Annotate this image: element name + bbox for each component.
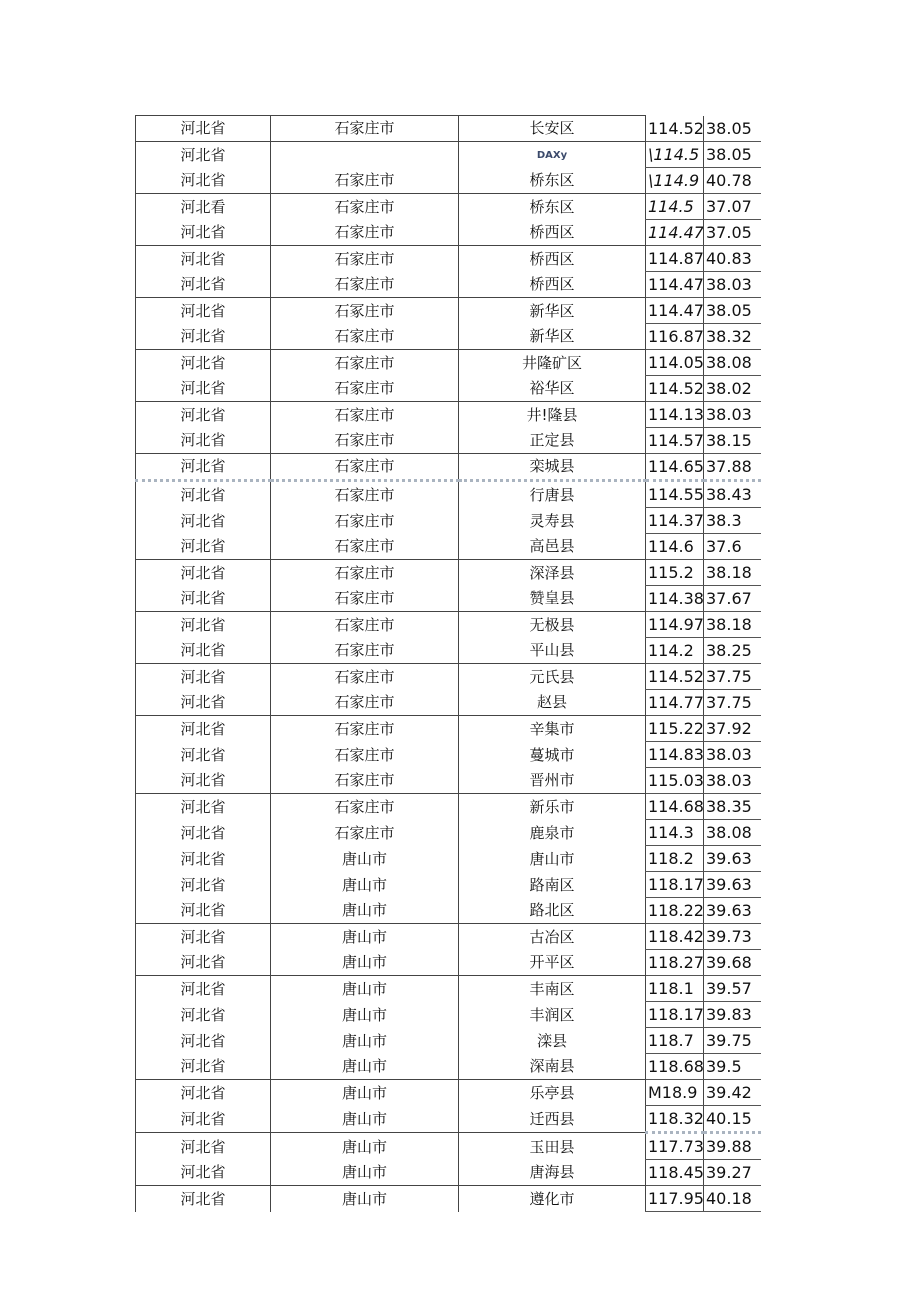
province-cell: 河北省 (136, 664, 271, 690)
latitude-cell: 38.08 (704, 820, 761, 846)
table-row (136, 1106, 761, 1133)
table-row (136, 1133, 761, 1160)
district-cell: 新华区 (459, 324, 646, 350)
province-cell: 河北省 (136, 1054, 271, 1080)
district-cell: 丰润区 (459, 1002, 646, 1028)
city-cell: 石家庄市 (271, 560, 459, 586)
city-cell: 石家庄市 (271, 768, 459, 794)
province-cell: 河北省 (136, 168, 271, 194)
city-cell: 石家庄市 (271, 116, 459, 142)
city-cell: 石家庄市 (271, 794, 459, 820)
table-row (136, 454, 761, 481)
city-cell: 石家庄市 (271, 402, 459, 428)
table-row (136, 1028, 761, 1054)
latitude-cell: 38.05 (704, 298, 761, 324)
table-row (136, 1054, 761, 1080)
district-cell: 裕华区 (459, 376, 646, 402)
longitude-cell: 118.45 (646, 1160, 704, 1186)
table-row (136, 298, 761, 324)
city-cell: 唐山市 (271, 1160, 459, 1186)
district-cell: 灵寿县 (459, 508, 646, 534)
latitude-cell: 40.83 (704, 246, 761, 272)
district-cell: 栾城县 (459, 454, 646, 481)
latitude-cell: 37.75 (704, 690, 761, 716)
longitude-cell: 116.87 (646, 324, 704, 350)
latitude-cell: 39.88 (704, 1133, 761, 1160)
table-row (136, 428, 761, 454)
district-cell: 赞皇县 (459, 586, 646, 612)
district-cell: 深南县 (459, 1054, 646, 1080)
latitude-cell: 38.3 (704, 508, 761, 534)
district-cell: 鹿泉市 (459, 820, 646, 846)
province-cell: 河北省 (136, 272, 271, 298)
province-cell: 河北省 (136, 872, 271, 898)
table-row (136, 168, 761, 194)
latitude-cell: 38.03 (704, 768, 761, 794)
table-row (136, 272, 761, 298)
district-cell: 行唐县 (459, 481, 646, 508)
province-cell: 河北省 (136, 508, 271, 534)
city-cell: 石家庄市 (271, 376, 459, 402)
province-cell: 河北省 (136, 1080, 271, 1106)
latitude-cell: 38.03 (704, 272, 761, 298)
city-cell: 石家庄市 (271, 690, 459, 716)
longitude-cell: 118.68 (646, 1054, 704, 1080)
city-cell: 石家庄市 (271, 220, 459, 246)
province-cell: 河北看 (136, 194, 271, 220)
city-cell: 石家庄市 (271, 586, 459, 612)
district-cell: 遵化市 (459, 1186, 646, 1212)
city-cell: 石家庄市 (271, 168, 459, 194)
city-cell: 石家庄市 (271, 246, 459, 272)
city-cell: 石家庄市 (271, 820, 459, 846)
city-cell: 唐山市 (271, 898, 459, 924)
table-row (136, 794, 761, 820)
longitude-cell: 114.57 (646, 428, 704, 454)
city-cell: 唐山市 (271, 950, 459, 976)
longitude-cell: 114.65 (646, 454, 704, 481)
table-row (136, 1080, 761, 1106)
province-cell: 河北省 (136, 116, 271, 142)
district-cell: 平山县 (459, 638, 646, 664)
longitude-cell: 118.17 (646, 1002, 704, 1028)
province-cell: 河北省 (136, 428, 271, 454)
table-row (136, 350, 761, 376)
district-cell: 桥东区 (459, 168, 646, 194)
latitude-cell: 38.18 (704, 612, 761, 638)
city-cell: 唐山市 (271, 846, 459, 872)
city-cell: 唐山市 (271, 924, 459, 950)
city-cell: 唐山市 (271, 1186, 459, 1212)
city-cell: 石家庄市 (271, 324, 459, 350)
longitude-cell: M18.9 (646, 1080, 704, 1106)
city-cell: 石家庄市 (271, 664, 459, 690)
table-row (136, 846, 761, 872)
longitude-cell: 114.77 (646, 690, 704, 716)
province-cell: 河北省 (136, 1160, 271, 1186)
longitude-cell: 114.47 (646, 272, 704, 298)
city-cell: 石家庄市 (271, 194, 459, 220)
longitude-cell: 114.52 (646, 376, 704, 402)
city-cell: 石家庄市 (271, 428, 459, 454)
longitude-cell: 118.42 (646, 924, 704, 950)
latitude-cell: 37.07 (704, 194, 761, 220)
table-row (136, 1186, 761, 1212)
latitude-cell: 38.18 (704, 560, 761, 586)
city-cell: 石家庄市 (271, 350, 459, 376)
district-cell: 元氏县 (459, 664, 646, 690)
province-cell: 河北省 (136, 820, 271, 846)
district-cell: 古冶区 (459, 924, 646, 950)
city-cell: 石家庄市 (271, 716, 459, 742)
city-cell: 唐山市 (271, 976, 459, 1002)
latitude-cell: 37.05 (704, 220, 761, 246)
city-cell: 唐山市 (271, 1106, 459, 1133)
province-cell: 河北省 (136, 220, 271, 246)
latitude-cell: 38.03 (704, 742, 761, 768)
table-row (136, 402, 761, 428)
province-cell: 河北省 (136, 586, 271, 612)
district-cell: 路南区 (459, 872, 646, 898)
latitude-cell: 38.05 (704, 142, 761, 168)
latitude-cell: 39.27 (704, 1160, 761, 1186)
latitude-cell: 37.75 (704, 664, 761, 690)
longitude-cell: 117.73 (646, 1133, 704, 1160)
table-row (136, 976, 761, 1002)
city-cell: 石家庄市 (271, 742, 459, 768)
province-cell: 河北省 (136, 376, 271, 402)
longitude-cell: 114.38 (646, 586, 704, 612)
latitude-cell: 38.35 (704, 794, 761, 820)
longitude-cell: 114.52 (646, 664, 704, 690)
latitude-cell: 39.42 (704, 1080, 761, 1106)
table-row (136, 716, 761, 742)
province-cell: 河北省 (136, 950, 271, 976)
table-row (136, 324, 761, 350)
region-coordinates-table (135, 115, 761, 1212)
longitude-cell: 118.1 (646, 976, 704, 1002)
province-cell: 河北省 (136, 324, 271, 350)
district-cell: 唐海县 (459, 1160, 646, 1186)
district-cell: 玉田县 (459, 1133, 646, 1160)
latitude-cell: 39.63 (704, 872, 761, 898)
table-row (136, 924, 761, 950)
province-cell: 河北省 (136, 768, 271, 794)
city-cell: 石家庄市 (271, 638, 459, 664)
district-cell: 蔓城市 (459, 742, 646, 768)
province-cell: 河北省 (136, 298, 271, 324)
table-row (136, 872, 761, 898)
province-cell: 河北省 (136, 690, 271, 716)
table-row (136, 194, 761, 220)
longitude-cell: 118.17 (646, 872, 704, 898)
latitude-cell: 39.73 (704, 924, 761, 950)
latitude-cell: 39.83 (704, 1002, 761, 1028)
table-row (136, 690, 761, 716)
longitude-cell: 114.83 (646, 742, 704, 768)
table-row (136, 820, 761, 846)
district-cell: 长安区 (459, 116, 646, 142)
latitude-cell: 40.18 (704, 1186, 761, 1212)
province-cell: 河北省 (136, 534, 271, 560)
latitude-cell: 37.88 (704, 454, 761, 481)
latitude-cell: 39.63 (704, 898, 761, 924)
longitude-cell: 118.27 (646, 950, 704, 976)
longitude-cell: 115.2 (646, 560, 704, 586)
latitude-cell: 40.15 (704, 1106, 761, 1133)
table-body (136, 116, 761, 1212)
table-row (136, 664, 761, 690)
district-cell: 晋州市 (459, 768, 646, 794)
longitude-cell: 114.47 (646, 298, 704, 324)
province-cell: 河北省 (136, 1186, 271, 1212)
table-row (136, 116, 761, 142)
province-cell: 河北省 (136, 1002, 271, 1028)
latitude-cell: 39.5 (704, 1054, 761, 1080)
table-row (136, 586, 761, 612)
longitude-cell: 114.5 (646, 194, 704, 220)
longitude-cell: 114.2 (646, 638, 704, 664)
province-cell: 河北省 (136, 898, 271, 924)
longitude-cell: 115.22 (646, 716, 704, 742)
city-cell (271, 142, 459, 168)
latitude-cell: 39.57 (704, 976, 761, 1002)
district-cell: 开平区 (459, 950, 646, 976)
city-cell: 石家庄市 (271, 534, 459, 560)
table-row (136, 142, 761, 168)
longitude-cell: 114.05 (646, 350, 704, 376)
city-cell: 唐山市 (271, 1002, 459, 1028)
latitude-cell: 38.32 (704, 324, 761, 350)
district-cell: DAXy (459, 142, 646, 168)
province-cell: 河北省 (136, 481, 271, 508)
latitude-cell: 37.92 (704, 716, 761, 742)
province-cell: 河北省 (136, 1133, 271, 1160)
district-cell: 丰南区 (459, 976, 646, 1002)
city-cell: 唐山市 (271, 1080, 459, 1106)
longitude-cell: 114.37 (646, 508, 704, 534)
latitude-cell: 39.68 (704, 950, 761, 976)
longitude-cell: 114.55 (646, 481, 704, 508)
city-cell: 石家庄市 (271, 481, 459, 508)
table-row (136, 560, 761, 586)
city-cell: 唐山市 (271, 1028, 459, 1054)
table-row (136, 376, 761, 402)
longitude-cell: 118.7 (646, 1028, 704, 1054)
city-cell: 唐山市 (271, 1054, 459, 1080)
longitude-cell: 114.3 (646, 820, 704, 846)
district-cell: 滦县 (459, 1028, 646, 1054)
district-cell: 新乐市 (459, 794, 646, 820)
city-cell: 唐山市 (271, 1133, 459, 1160)
latitude-cell: 37.67 (704, 586, 761, 612)
latitude-cell: 39.63 (704, 846, 761, 872)
longitude-cell: 114.87 (646, 246, 704, 272)
district-cell: 新华区 (459, 298, 646, 324)
longitude-cell: 114.52 (646, 116, 704, 142)
province-cell: 河北省 (136, 1028, 271, 1054)
latitude-cell: 38.03 (704, 402, 761, 428)
province-cell: 河北省 (136, 612, 271, 638)
latitude-cell: 38.02 (704, 376, 761, 402)
longitude-cell: 115.03 (646, 768, 704, 794)
table-row (136, 742, 761, 768)
province-cell: 河北省 (136, 142, 271, 168)
province-cell: 河北省 (136, 454, 271, 481)
city-cell: 石家庄市 (271, 612, 459, 638)
longitude-cell: 114.47 (646, 220, 704, 246)
district-cell: 辛集市 (459, 716, 646, 742)
table-row (136, 612, 761, 638)
district-cell: 桥西区 (459, 220, 646, 246)
latitude-cell: 40.78 (704, 168, 761, 194)
latitude-cell: 38.08 (704, 350, 761, 376)
district-cell: 唐山市 (459, 846, 646, 872)
longitude-cell: 118.2 (646, 846, 704, 872)
province-cell: 河北省 (136, 976, 271, 1002)
district-cell: 正定县 (459, 428, 646, 454)
longitude-cell: 114.68 (646, 794, 704, 820)
city-cell: 石家庄市 (271, 508, 459, 534)
table-row (136, 220, 761, 246)
province-cell: 河北省 (136, 246, 271, 272)
district-cell: 迁西县 (459, 1106, 646, 1133)
longitude-cell: \114.9 (646, 168, 704, 194)
district-cell: 深泽县 (459, 560, 646, 586)
table-row (136, 950, 761, 976)
table-row (136, 534, 761, 560)
province-cell: 河北省 (136, 350, 271, 376)
table-row (136, 1160, 761, 1186)
city-cell: 唐山市 (271, 872, 459, 898)
longitude-cell: 118.32 (646, 1106, 704, 1133)
district-cell: 井!隆县 (459, 402, 646, 428)
table-row (136, 898, 761, 924)
city-cell: 石家庄市 (271, 272, 459, 298)
province-cell: 河北省 (136, 716, 271, 742)
district-cell: 赵县 (459, 690, 646, 716)
province-cell: 河北省 (136, 638, 271, 664)
latitude-cell: 39.75 (704, 1028, 761, 1054)
province-cell: 河北省 (136, 1106, 271, 1133)
province-cell: 河北省 (136, 402, 271, 428)
district-cell: 无极县 (459, 612, 646, 638)
district-cell: 乐亭县 (459, 1080, 646, 1106)
province-cell: 河北省 (136, 742, 271, 768)
table-row (136, 508, 761, 534)
table-row (136, 638, 761, 664)
province-cell: 河北省 (136, 924, 271, 950)
table-row (136, 246, 761, 272)
region-coordinates-sheet (135, 115, 760, 1212)
district-cell: 桥西区 (459, 272, 646, 298)
latitude-cell: 37.6 (704, 534, 761, 560)
longitude-cell: \114.5 (646, 142, 704, 168)
city-cell: 石家庄市 (271, 454, 459, 481)
district-cell: 高邑县 (459, 534, 646, 560)
district-cell: 桥东区 (459, 194, 646, 220)
table-row (136, 768, 761, 794)
province-cell: 河北省 (136, 846, 271, 872)
table-row (136, 481, 761, 508)
district-cell: 井隆矿区 (459, 350, 646, 376)
latitude-cell: 38.05 (704, 116, 761, 142)
district-cell: 路北区 (459, 898, 646, 924)
longitude-cell: 114.13 (646, 402, 704, 428)
longitude-cell: 114.6 (646, 534, 704, 560)
city-cell: 石冢庄市 (271, 298, 459, 324)
latitude-cell: 38.15 (704, 428, 761, 454)
latitude-cell: 38.43 (704, 481, 761, 508)
longitude-cell: 117.95 (646, 1186, 704, 1212)
longitude-cell: 114.97 (646, 612, 704, 638)
latitude-cell: 38.25 (704, 638, 761, 664)
district-cell: 桥西区 (459, 246, 646, 272)
table-row (136, 1002, 761, 1028)
province-cell: 河北省 (136, 794, 271, 820)
longitude-cell: 118.22 (646, 898, 704, 924)
province-cell: 河北省 (136, 560, 271, 586)
